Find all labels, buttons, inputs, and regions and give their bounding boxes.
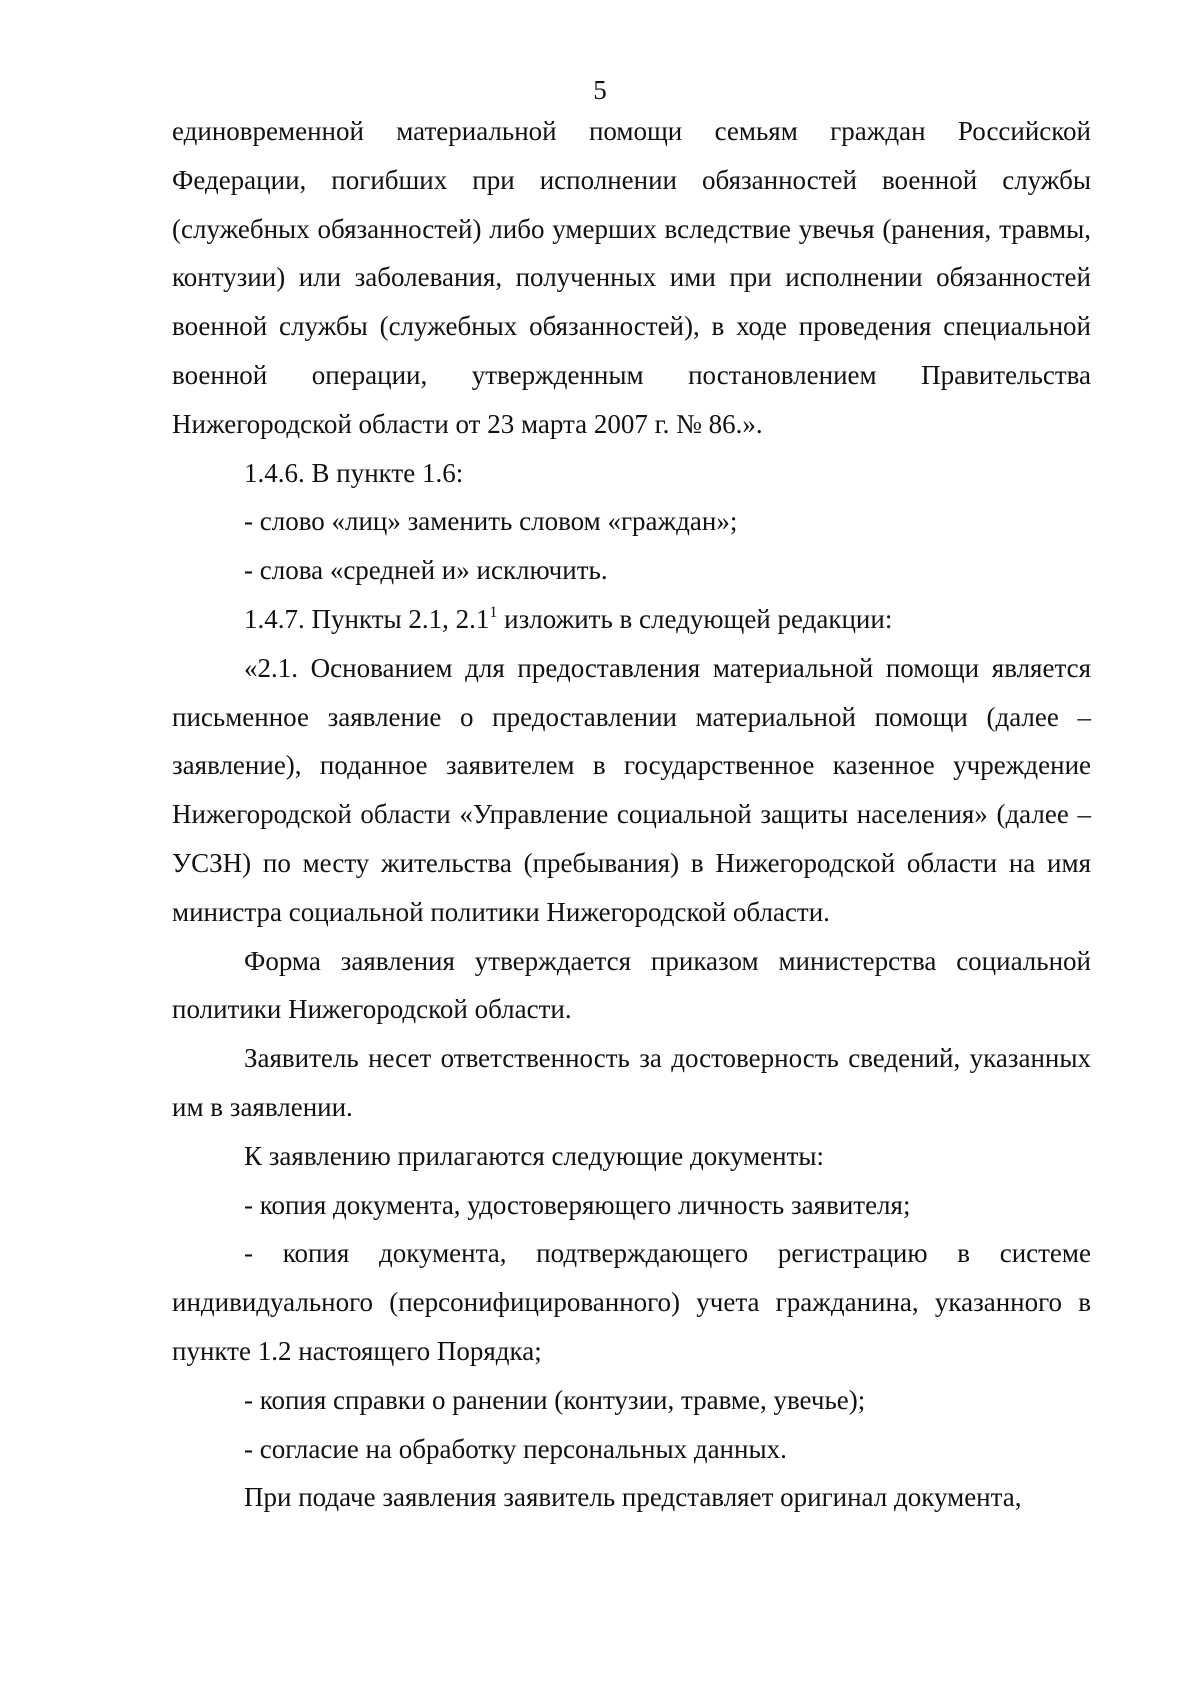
paragraph-submission: При подаче заявления заявитель представляет оригинал документа, [244,1482,1022,1513]
paragraph-1-4-6: 1.4.6. В пункте 1.6: [244,457,464,488]
paragraph-2-1: «2.1. Основанием для предоставления материальной помощи является письменное заявление о предоставлении материальной помощи (далее – заявление), поданное заявителем в государственное казенное учреждение Нижегородской области «Управление социальной защиты населения» (далее – УСЗН) по месту жительства (пребывания) в Нижегородской области на имя министра социальной политики Нижегородской области. [172,652,1091,927]
paragraph-responsibility: Заявитель несет ответственность за достоверность сведений, указанных им в заявлении. [172,1043,1091,1122]
document-body [172,107,1091,1522]
list-item-consent: - согласие на обработку персональных данных. [244,1433,787,1464]
paragraph-1-4-7-text: 1.4.7. Пункты 2.1, 2.1 [244,603,490,634]
list-item-replace-word: - слово «лиц» заменить словом «граждан»; [244,506,738,537]
paragraph-1-4-7-tail: изложить в следующей редакции: [497,603,893,634]
paragraph-continuation: единовременной материальной помощи семьям граждан Российской Федерации, погибших при исполнении обязанностей военной службы (служебных обязанностей) либо умерших вследствие увечья (ранения, травмы, контузии) или заболевания, полученных ими при исполнении обязанностей военной службы (служебных обязанностей), в ходе проведения специальной военной операции, утвержденным постановлением Правительства Нижегородской области от 23 марта 2007 г. № 86.». [172,116,1091,439]
list-item-identity-copy: - копия документа, удостоверяющего личность заявителя; [244,1189,911,1220]
list-item-registration-copy: - копия документа, подтверждающего регистрацию в системе индивидуального (персонифицированного) учета гражданина, указанного в пункте 1.2 настоящего Порядка; [172,1238,1091,1366]
list-item-exclude-words: - слова «средней и» исключить. [244,555,608,586]
paragraph-1-4-7 [172,595,1091,644]
superscript-index: 1 [489,603,498,621]
paragraph-form: Форма заявления утверждается приказом министерства социальной политики Нижегородской области. [172,945,1091,1025]
list-item-injury-certificate: - копия справки о ранении (контузии, травме, увечье); [244,1384,866,1415]
paragraph-documents-intro: К заявлению прилагаются следующие документы: [244,1140,825,1171]
page-number: 5 [593,75,607,105]
